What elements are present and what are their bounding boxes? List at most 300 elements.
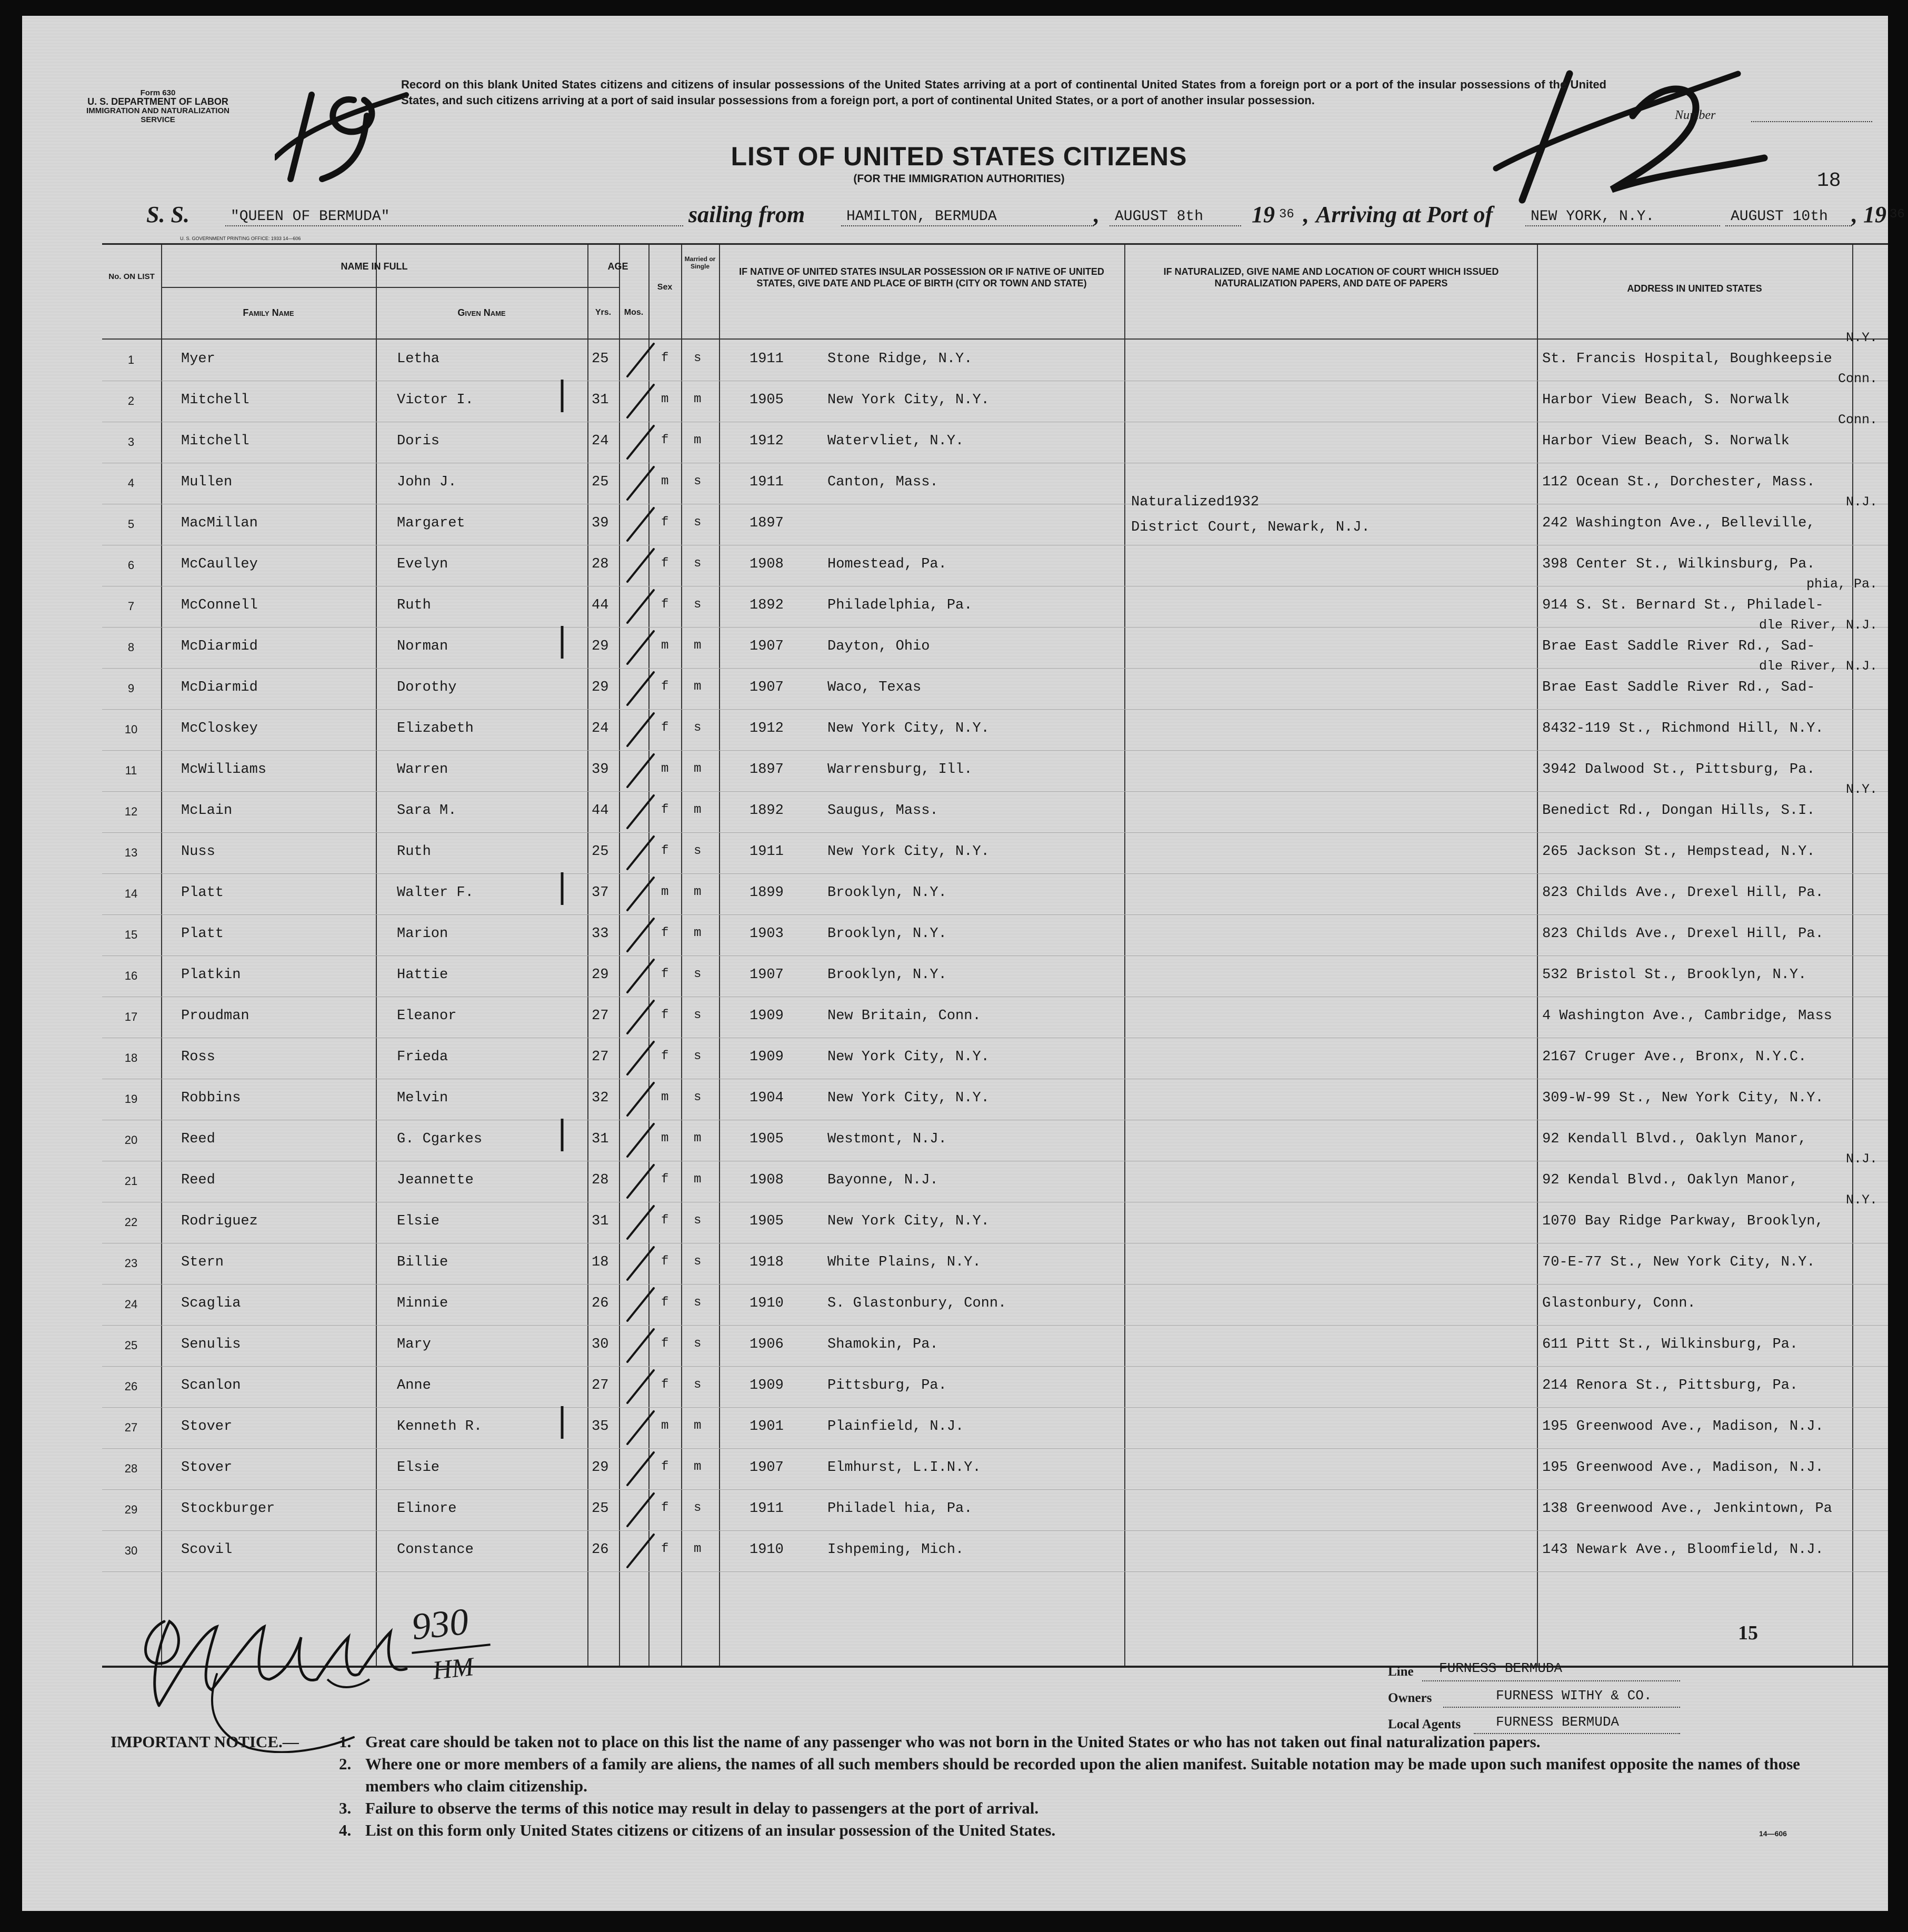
form-identifier	[79, 88, 237, 124]
cell-address-continuation: Conn.	[1837, 412, 1877, 427]
cell-family: Robbins	[181, 1090, 241, 1106]
cell-sex: f	[661, 967, 669, 981]
check-mark	[624, 917, 657, 953]
cell-year: 1911	[750, 1501, 784, 1517]
cell-family: Scanlon	[181, 1378, 241, 1393]
cell-sex: m	[661, 1419, 669, 1433]
check-mark	[624, 465, 657, 502]
check-mark	[624, 1204, 657, 1241]
cell-address-continuation: dle River, N.J.	[1759, 618, 1877, 633]
line-value: FURNESS BERMUDA	[1439, 1660, 1563, 1676]
cell-year: 1909	[750, 1049, 784, 1065]
cell-family: Reed	[181, 1131, 215, 1147]
row-number: 25	[124, 1339, 138, 1352]
cell-yrs: 25	[592, 844, 609, 860]
cell-year: 1906	[750, 1337, 784, 1352]
cell-yrs: 31	[592, 392, 609, 408]
cell-given: Marion	[397, 926, 448, 942]
passenger-rows	[102, 330, 1888, 1666]
cell-sex: m	[661, 392, 669, 406]
row-number: 17	[124, 1010, 138, 1023]
cell-year: 1918	[750, 1254, 784, 1270]
check-mark	[624, 383, 657, 420]
cell-year: 1911	[750, 474, 784, 490]
cell-ms: s	[694, 844, 702, 858]
cell-year: 1912	[750, 721, 784, 736]
cell-place: Waco, Texas	[827, 680, 922, 695]
row-number: 15	[124, 928, 138, 941]
cell-place: Elmhurst, L.I.N.Y.	[827, 1460, 981, 1476]
cell-place: Stone Ridge, N.Y.	[827, 351, 973, 367]
column-yrs: Yrs.	[595, 308, 612, 317]
notice-item: 1. Great care should be taken not to place on this list the name of any passenger who was not born in the United States or who has not taken out final naturalization papers.	[339, 1732, 1541, 1751]
table-row	[102, 1489, 1888, 1531]
cell-family: Myer	[181, 351, 215, 367]
cell-family: McCloskey	[181, 721, 258, 736]
cell-yrs: 27	[592, 1008, 609, 1024]
table-row	[102, 750, 1888, 792]
cell-yrs: 18	[592, 1254, 609, 1270]
cell-sex: f	[661, 1049, 669, 1063]
row-number: 18	[124, 1051, 138, 1064]
arrival-date: AUGUST 10th	[1731, 208, 1828, 225]
cell-ms: m	[694, 803, 702, 817]
number-label: Number	[1675, 108, 1716, 122]
cell-ms: s	[694, 597, 702, 612]
check-mark	[624, 1491, 657, 1528]
table-row	[102, 914, 1888, 956]
passenger-table	[102, 243, 1888, 1668]
arriving-label: Arriving at Port of	[1316, 202, 1493, 227]
cell-yrs: 25	[592, 351, 609, 367]
column-married-single: Married or Single	[684, 255, 716, 270]
cell-yrs: 29	[592, 1460, 609, 1476]
cell-ms: m	[694, 1419, 702, 1433]
row-number: 11	[125, 764, 137, 777]
notice-item: 3. Failure to observe the terms of this notice may result in delay to passengers at the port of arrival.	[339, 1799, 1039, 1817]
check-mark	[624, 875, 657, 912]
cell-yrs: 33	[592, 926, 609, 942]
cell-year: 1904	[750, 1090, 784, 1106]
row-number: 22	[124, 1216, 138, 1229]
cell-addr: 914 S. St. Bernard St., Philadel-	[1542, 597, 1824, 613]
cell-place: Homestead, Pa.	[827, 556, 947, 572]
cell-address-continuation: N.Y.	[1845, 330, 1877, 345]
cell-sex: f	[661, 1254, 669, 1269]
row-number: 28	[124, 1462, 138, 1475]
cell-year: 1905	[750, 1131, 784, 1147]
cell-place: Philadelphia, Pa.	[827, 597, 973, 613]
cell-yrs: 30	[592, 1337, 609, 1352]
record-instructions: Record on this blank United States citizens and citizens of insular possessions of the United States arriving at a port of continental United States from a foreign port or a port of the insular possessions of the United States, and such citizens arriving at a port of said insular possessions from a foreign port, a port of continental United States, or a port of another insular possession.	[401, 78, 1606, 107]
arrival-port: NEW YORK, N.Y.	[1531, 208, 1655, 225]
column-mos: Mos.	[624, 308, 644, 317]
check-mark	[624, 1286, 657, 1323]
cell-given: Doris	[397, 433, 440, 449]
cell-ms: s	[694, 1296, 702, 1310]
head-of-family-tick	[559, 377, 565, 414]
cell-addr: 611 Pitt St., Wilkinsburg, Pa.	[1542, 1337, 1799, 1352]
inspector-signature	[127, 1600, 422, 1753]
cell-sex: f	[661, 1378, 669, 1392]
check-mark	[624, 1245, 657, 1282]
arrival-year: 36	[1890, 207, 1905, 222]
cell-sex: f	[661, 433, 669, 447]
cell-yrs: 24	[592, 721, 609, 736]
notice-list	[339, 1731, 1850, 1841]
cell-naturalization: Naturalized1932	[1131, 494, 1260, 510]
cell-given: Evelyn	[397, 556, 448, 572]
check-mark	[624, 1532, 657, 1569]
cell-sex: m	[661, 762, 669, 776]
cell-place: Brooklyn, N.Y.	[827, 967, 947, 983]
cell-family: McLain	[181, 803, 233, 819]
row-number: 3	[127, 435, 135, 449]
cell-sex: f	[661, 1501, 669, 1515]
column-name-in-full: NAME IN FULL	[341, 261, 408, 272]
check-mark	[624, 1409, 657, 1446]
table-row	[102, 1448, 1888, 1490]
cell-year: 1897	[750, 515, 784, 531]
table-row	[102, 463, 1888, 504]
row-number: 16	[124, 969, 138, 982]
cell-sex: m	[661, 639, 669, 653]
cell-ms: s	[694, 967, 702, 981]
row-number: 23	[124, 1257, 138, 1270]
cell-place: Brooklyn, N.Y.	[827, 926, 947, 942]
cell-ms: s	[694, 1337, 702, 1351]
cell-yrs: 31	[592, 1213, 609, 1229]
cell-given: Warren	[397, 762, 448, 778]
ship-line	[225, 225, 683, 226]
check-mark	[624, 1450, 657, 1487]
cell-year: 1909	[750, 1378, 784, 1393]
table-row	[102, 659, 1888, 710]
table-row	[102, 1407, 1888, 1449]
row-number: 21	[124, 1174, 138, 1188]
agents-value: FURNESS BERMUDA	[1496, 1714, 1620, 1730]
cell-place: Dayton, Ohio	[827, 639, 930, 654]
notice-heading: IMPORTANT NOTICE.—	[111, 1732, 299, 1751]
cell-place: New York City, N.Y.	[827, 1090, 990, 1106]
cell-sex: m	[661, 1131, 669, 1146]
cell-year: 1901	[750, 1419, 784, 1435]
cell-given: John J.	[397, 474, 457, 490]
cell-given: Margaret	[397, 515, 465, 531]
row-number: 5	[127, 517, 135, 531]
departure-line	[841, 225, 1094, 226]
cell-sex: m	[661, 885, 669, 899]
arrival-port-line	[1525, 225, 1720, 226]
cell-given: Eleanor	[397, 1008, 457, 1024]
cell-ms: m	[694, 1172, 702, 1187]
table-row	[102, 1120, 1888, 1161]
cell-ms: s	[694, 515, 702, 530]
cell-family: Proudman	[181, 1008, 249, 1024]
cell-yrs: 31	[592, 1131, 609, 1147]
notice-item: 2. Where one or more members of a family are aliens, the names of all such members should be recorded upon the alien manifest. Suitable notation may be made upon such manifest opposite the names of those members who claim citizenship.	[339, 1755, 1800, 1795]
cell-sex: f	[661, 926, 669, 940]
form-code: 14—606	[1759, 1829, 1787, 1838]
row-number: 2	[127, 394, 135, 407]
owners-label: Owners	[1388, 1691, 1432, 1705]
cell-given: Walter F.	[397, 885, 474, 901]
arrival-date-line	[1725, 225, 1852, 226]
cell-year: 1892	[750, 597, 784, 613]
cell-addr: Glastonbury, Conn.	[1542, 1296, 1696, 1311]
cell-family: Mitchell	[181, 433, 249, 449]
head-of-family-tick	[559, 1404, 565, 1441]
check-mark	[624, 999, 657, 1035]
cell-place: White Plains, N.Y.	[827, 1254, 981, 1270]
cell-ms: m	[694, 639, 702, 653]
check-mark	[624, 834, 657, 871]
check-mark	[624, 711, 657, 748]
check-mark	[624, 670, 657, 707]
cell-year: 1897	[750, 762, 784, 778]
check-mark	[624, 506, 657, 543]
cell-sex: f	[661, 1172, 669, 1187]
cell-address-continuation: N.Y.	[1845, 1192, 1877, 1208]
cell-ms: s	[694, 1049, 702, 1063]
cell-year: 1892	[750, 803, 784, 819]
cell-given: Sara M.	[397, 803, 457, 819]
row-number: 6	[127, 559, 135, 572]
cell-given: Minnie	[397, 1296, 448, 1311]
cell-yrs: 24	[592, 433, 609, 449]
row-number: 4	[127, 476, 135, 490]
cell-place: Warrensburg, Ill.	[827, 762, 973, 778]
cell-yrs: 25	[592, 1501, 609, 1517]
table-row	[102, 709, 1888, 751]
table-row	[102, 1151, 1888, 1202]
cell-address-continuation: dle River, N.J.	[1759, 659, 1877, 674]
table-row	[102, 873, 1888, 915]
number-field-line	[1751, 121, 1872, 122]
cell-year: 1908	[750, 1172, 784, 1188]
owners-value: FURNESS WITHY & CO.	[1496, 1688, 1652, 1704]
head-of-family-tick	[559, 624, 565, 661]
cell-family: McCaulley	[181, 556, 258, 572]
cell-given: Victor I.	[397, 392, 474, 408]
cell-family: Platkin	[181, 967, 241, 983]
cell-given: Constance	[397, 1542, 474, 1558]
departure-port: HAMILTON, BERMUDA	[846, 208, 997, 225]
cell-place: S. Glastonbury, Conn.	[827, 1296, 1007, 1311]
cell-addr: Harbor View Beach, S. Norwalk	[1542, 392, 1790, 408]
cell-sex: f	[661, 597, 669, 612]
cell-given: G. Cgarkes	[397, 1131, 483, 1147]
row-number: 13	[124, 846, 138, 859]
table-row	[102, 494, 1888, 545]
cell-sex: f	[661, 1337, 669, 1351]
cell-ms: s	[694, 351, 702, 365]
cell-place: Bayonne, N.J.	[827, 1172, 938, 1188]
cell-addr: Brae East Saddle River Rd., Sad-	[1542, 639, 1815, 654]
cell-addr: 214 Renora St., Pittsburg, Pa.	[1542, 1378, 1799, 1393]
cell-yrs: 39	[592, 762, 609, 778]
cell-family: Mitchell	[181, 392, 249, 408]
cell-yrs: 27	[592, 1049, 609, 1065]
cell-year: 1910	[750, 1542, 784, 1558]
cell-yrs: 29	[592, 639, 609, 654]
check-mark	[624, 958, 657, 994]
cell-family: Ross	[181, 1049, 215, 1065]
cell-year: 1905	[750, 1213, 784, 1229]
cell-addr: 112 Ocean St., Dorchester, Mass.	[1542, 474, 1815, 490]
cell-given: Mary	[397, 1337, 431, 1352]
table-row	[102, 1038, 1888, 1079]
cell-sex: f	[661, 515, 669, 530]
cell-place: New York City, N.Y.	[827, 1213, 990, 1229]
cell-sex: m	[661, 474, 669, 489]
cell-addr: 398 Center St., Wilkinsburg, Pa.	[1542, 556, 1815, 572]
column-naturalization: IF NATURALIZED, GIVE NAME AND LOCATION OF COURT WHICH ISSUED NATURALIZATION PAPERS, AND DATE OF PAPERS	[1163, 266, 1499, 288]
row-number: 7	[127, 600, 135, 613]
cell-yrs: 26	[592, 1542, 609, 1558]
cell-yrs: 35	[592, 1419, 609, 1435]
agents-label: Local Agents	[1388, 1717, 1461, 1731]
line-field-rule	[1422, 1680, 1680, 1681]
cell-ms: s	[694, 1378, 702, 1392]
check-mark	[624, 1122, 657, 1159]
cell-addr: Harbor View Beach, S. Norwalk	[1542, 433, 1790, 449]
cell-place: New Britain, Conn.	[827, 1008, 981, 1024]
cell-year: 1899	[750, 885, 784, 901]
cell-family: McDiarmid	[181, 639, 258, 654]
cell-year: 1905	[750, 392, 784, 408]
table-row	[102, 545, 1888, 586]
cell-place: Canton, Mass.	[827, 474, 938, 490]
cell-yrs: 44	[592, 803, 609, 819]
check-mark	[624, 1081, 657, 1118]
cell-ms: m	[694, 1460, 702, 1474]
cell-year: 1908	[750, 556, 784, 572]
table-row	[102, 1079, 1888, 1120]
row-number: 9	[127, 682, 135, 695]
cell-addr: 92 Kendall Blvd., Oaklyn Manor,	[1542, 1131, 1807, 1147]
check-mark	[624, 424, 657, 461]
cell-yrs: 28	[592, 1172, 609, 1188]
cell-ms: m	[694, 926, 702, 940]
table-row	[102, 1192, 1888, 1243]
check-mark	[624, 752, 657, 789]
cell-place: New York City, N.Y.	[827, 721, 990, 736]
cell-address-continuation: N.J.	[1845, 1151, 1877, 1167]
cell-given: Elizabeth	[397, 721, 474, 736]
cell-ms: s	[694, 1501, 702, 1515]
cell-sex: f	[661, 803, 669, 817]
sail-year-prefix: 19	[1252, 202, 1275, 227]
cell-given: Dorothy	[397, 680, 457, 695]
cell-yrs: 27	[592, 1378, 609, 1393]
cell-family: MacMillan	[181, 515, 258, 531]
cell-given: Elsie	[397, 1213, 440, 1229]
row-number: 29	[124, 1503, 138, 1516]
voyage-line: S. S. "QUEEN OF BERMUDA" sailing from HAMILTON, BERMUDA , AUGUST 8th 19 36 , Arriving at Port of NEW YORK, N.Y. AUGUST 10th , 19 36	[146, 202, 1905, 227]
cell-place: Watervliet, N.Y.	[827, 433, 964, 449]
cell-place: Shamokin, Pa.	[827, 1337, 938, 1352]
cell-sex: f	[661, 351, 669, 365]
cell-address-continuation: N.Y.	[1845, 782, 1877, 797]
stamp-time: 930	[409, 1600, 471, 1648]
cell-place: Westmont, N.J.	[827, 1131, 947, 1147]
column-address: ADDRESS IN UNITED STATES	[1627, 283, 1762, 294]
cell-yrs: 29	[592, 680, 609, 695]
cell-given: Elsie	[397, 1460, 440, 1476]
ship-name: "QUEEN OF BERMUDA"	[231, 208, 390, 225]
cell-family: McDiarmid	[181, 680, 258, 695]
cell-yrs: 26	[592, 1296, 609, 1311]
column-family-name: Family Name	[243, 307, 294, 318]
cell-family: Platt	[181, 885, 224, 901]
cell-yrs: 32	[592, 1090, 609, 1106]
cell-ms: s	[694, 1213, 702, 1228]
cell-year: 1907	[750, 1460, 784, 1476]
cell-addr: Benedict Rd., Dongan Hills, S.I.	[1542, 803, 1815, 819]
cell-ms: m	[694, 1131, 702, 1146]
column-sex: Sex	[657, 283, 673, 292]
cell-addr: 143 Newark Ave., Bloomfield, N.J.	[1542, 1542, 1824, 1558]
row-number: 8	[127, 641, 135, 654]
row-number: 27	[124, 1421, 138, 1434]
sail-year: 36	[1279, 207, 1294, 222]
cell-ms: m	[694, 680, 702, 694]
check-mark	[624, 547, 657, 584]
cell-ms: s	[694, 1254, 702, 1269]
cell-year: 1903	[750, 926, 784, 942]
column-given-name: Given Name	[457, 307, 506, 318]
table-row	[102, 832, 1888, 874]
cell-family: McConnell	[181, 597, 258, 613]
cell-place: New York City, N.Y.	[827, 844, 990, 860]
cell-year: 1907	[750, 967, 784, 983]
check-mark	[624, 1327, 657, 1364]
cell-family: Rodriguez	[181, 1213, 258, 1229]
cell-family: Platt	[181, 926, 224, 942]
row-number: 24	[124, 1298, 138, 1311]
cell-addr: 4 Washington Ave., Cambridge, Mass	[1542, 1008, 1832, 1024]
head-of-family-tick	[559, 870, 565, 907]
cell-sex: m	[661, 1090, 669, 1104]
check-mark	[624, 1040, 657, 1077]
handwritten-number-left	[275, 68, 412, 190]
sailing-date: AUGUST 8th	[1115, 208, 1204, 225]
cell-sex: f	[661, 844, 669, 858]
cell-family: Stover	[181, 1419, 233, 1435]
column-birth: IF NATIVE OF UNITED STATES INSULAR POSSESSION OR IF NATIVE OF UNITED STATES, GIVE DATE AND PLACE OF BIRTH (CITY OR TOWN AND STATE)	[739, 266, 1104, 288]
cell-given: Elinore	[397, 1501, 457, 1517]
cell-family: Reed	[181, 1172, 215, 1188]
row-number: 30	[124, 1544, 138, 1557]
cell-family: Stover	[181, 1460, 233, 1476]
cell-addr: 1070 Bay Ridge Parkway, Brooklyn,	[1542, 1213, 1824, 1229]
owners-field-rule	[1443, 1707, 1680, 1708]
row-number: 26	[124, 1380, 138, 1393]
cell-ms: s	[694, 1090, 702, 1104]
cell-addr: 195 Greenwood Ave., Madison, N.J.	[1542, 1419, 1824, 1435]
cell-year: 1909	[750, 1008, 784, 1024]
printing-office: U. S. GOVERNMENT PRINTING OFFICE: 1933 14—606	[180, 236, 301, 241]
notice-item: 4. List on this form only United States citizens or citizens of an insular possession of the United States.	[339, 1821, 1056, 1839]
cell-addr: 138 Greenwood Ave., Jenkintown, Pa	[1542, 1501, 1832, 1517]
cell-ms: s	[694, 474, 702, 489]
cell-addr: 70-E-77 St., New York City, N.Y.	[1542, 1254, 1815, 1270]
row-number: 12	[124, 805, 138, 818]
check-mark	[624, 1368, 657, 1405]
cell-sex: f	[661, 680, 669, 694]
cell-place: New York City, N.Y.	[827, 392, 990, 408]
